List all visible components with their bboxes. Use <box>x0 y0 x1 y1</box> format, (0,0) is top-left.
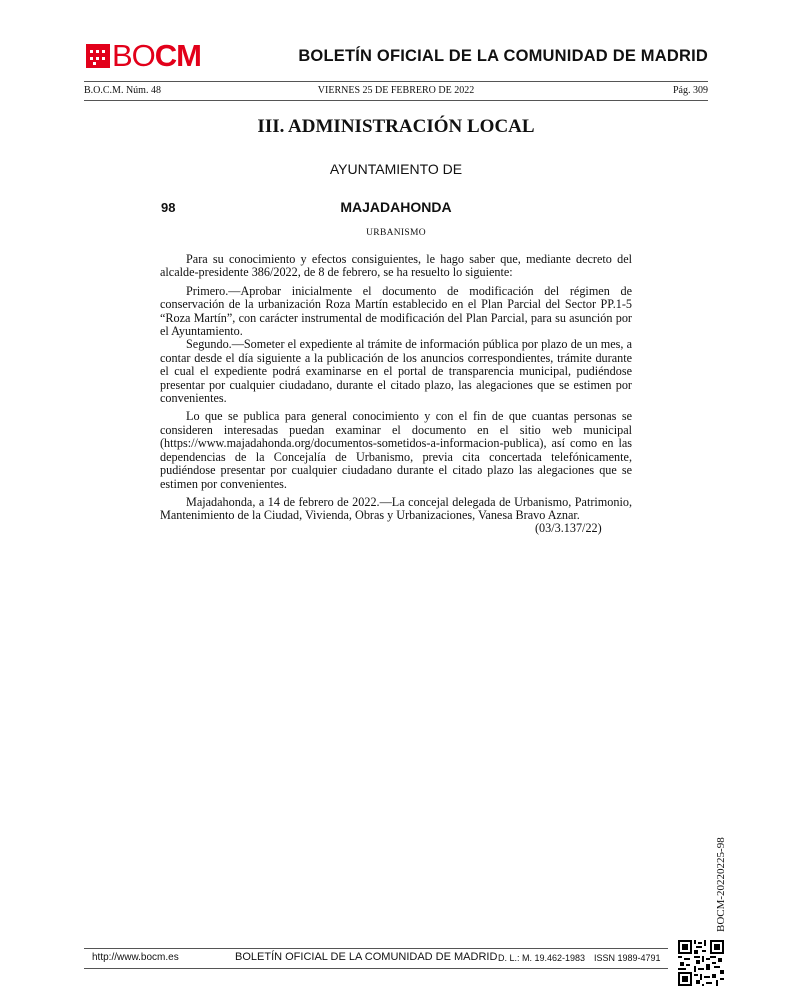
bocm-logo-icon <box>86 44 110 68</box>
section-title: III. ADMINISTRACIÓN LOCAL <box>257 116 535 137</box>
footer-issn: ISSN 1989-4791 <box>594 953 661 963</box>
paragraph-intro: Para su conocimiento y efectos consiguientes, le hago saber que, mediante decreto del alcalde-presidente 386/2022, de 8 de febrero, se ha resuelto lo siguiente: <box>160 252 632 280</box>
footer-title: BOLETÍN OFICIAL DE LA COMUNIDAD DE MADRID <box>235 951 498 963</box>
paragraph-signature: Majadahonda, a 14 de febrero de 2022.—La concejal delegada de Urbanismo, Patrimonio, Mantenimiento de la Ciudad, Vivienda, Obras y Urbanizaciones, Vanesa Bravo Aznar. <box>160 494 632 523</box>
department-name: URBANISMO <box>366 228 426 238</box>
footer-divider-bottom <box>84 968 668 969</box>
entry-number: 98 <box>161 200 176 215</box>
qr-code-icon <box>678 940 724 986</box>
town-name: MAJADAHONDA <box>340 199 452 215</box>
paragraph-publication: Lo que se publica para general conocimiento y con el fin de que cuantas personas se consideren interesadas puedan examinar el documento en el sitio web municipal (https://www.majadahonda.org/documentos-sometidos-a-informacion-publica), así como en las dependencias de la Concejalía de Urbanismo, previa cita concertada telefónicamente, pudiéndose presentar por cualquier ciudadano durante el citado plazo las alegaciones que se estimen por convenientes. <box>160 409 632 491</box>
issue-number: B.O.C.M. Núm. 48 <box>84 85 161 96</box>
masthead-title: BOLETÍN OFICIAL DE LA COMUNIDAD DE MADRID <box>298 47 708 65</box>
logo-wordmark: BOCM <box>112 38 202 73</box>
header-divider <box>84 81 708 82</box>
footer-divider-top <box>84 948 668 949</box>
bocm-logo <box>86 38 202 73</box>
reference-code: (03/3.137/22) <box>535 521 602 535</box>
announcement-body <box>160 248 632 523</box>
footer-url-link[interactable]: http://www.bocm.es <box>92 952 179 963</box>
paragraph-primero: Primero.—Aprobar inicialmente el documento de modificación del régimen de conservación de la urbanización Roza Martín establecido en el Plan Parcial del Sector PP.1-5 “Roza Martín”, con carácter instrumental de modificación del Plan Parcial, para su asunción por el Ayuntamiento. <box>160 283 632 339</box>
footer <box>84 952 668 966</box>
document-code: BOCM-20220225-98 <box>715 837 727 932</box>
paragraph-segundo: Segundo.—Someter el expediente al trámite de información pública por plazo de un mes, a contar desde el día siguiente a la publicación de los anuncios correspondientes, trámite durante el cual el expediente podrá examinarse en el portal de transparencia municipal, pudiéndose presentar por cualquier ciudadano, durante el citado plazo, las alegaciones que se estimen por convenientes. <box>160 337 632 406</box>
page-number: Pág. 309 <box>673 85 708 96</box>
subheader-divider <box>84 100 708 101</box>
issue-line <box>84 85 708 96</box>
footer-legal-deposit: D. L.: M. 19.462-1983 <box>498 953 586 963</box>
issue-date: VIERNES 25 DE FEBRERO DE 2022 <box>317 85 475 96</box>
council-label: AYUNTAMIENTO DE <box>329 161 463 177</box>
